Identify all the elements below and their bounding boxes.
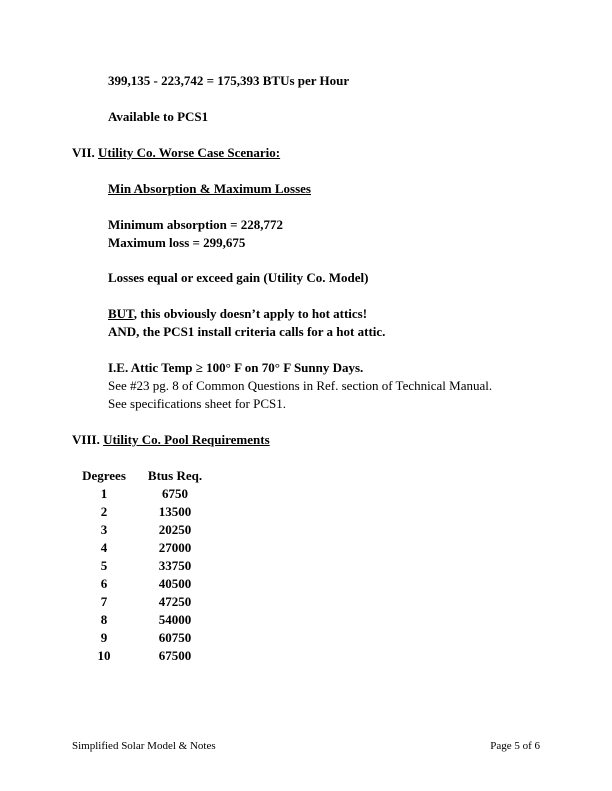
degrees-header: Degrees xyxy=(82,468,126,483)
footer-title: Simplified Solar Model & Notes xyxy=(72,740,216,752)
btus-cell: 20250 xyxy=(158,522,192,537)
btu-equation: 399,135 - 223,742 = 175,393 BTUs per Hour xyxy=(108,73,350,88)
degrees-cell: 3 xyxy=(100,522,108,537)
reference-note: See #23 pg. 8 of Common Questions in Ref. section of Technical Manual. xyxy=(108,378,493,393)
maximum-loss: Maximum loss = 299,675 xyxy=(108,235,246,250)
degrees-cell: 8 xyxy=(100,612,108,627)
spec-sheet-note: See specifications sheet for PCS1. xyxy=(108,396,286,411)
but-rest: , this obviously doesn’t apply to hot attics! xyxy=(133,306,368,321)
table-row xyxy=(0,558,300,576)
table-row xyxy=(0,486,300,504)
table-header xyxy=(0,468,300,486)
btus-cell: 54000 xyxy=(158,612,192,627)
minimum-absorption: Minimum absorption = 228,772 xyxy=(108,217,283,232)
btus-header: Btus Req. xyxy=(147,468,203,483)
degrees-cell: 10 xyxy=(97,648,111,663)
table-row xyxy=(0,648,300,666)
section-7-number: VII. xyxy=(72,145,99,160)
btus-cell: 33750 xyxy=(158,558,192,573)
degrees-cell: 6 xyxy=(100,576,108,591)
available-to-pcs1: Available to PCS1 xyxy=(108,109,209,124)
btus-cell: 40500 xyxy=(158,576,192,591)
table-row xyxy=(0,576,300,594)
btus-cell: 13500 xyxy=(158,504,192,519)
section-7-heading xyxy=(72,145,280,161)
table-row xyxy=(0,522,300,540)
page-number: Page 5 of 6 xyxy=(490,740,540,752)
section-8-heading xyxy=(72,432,270,448)
table-row xyxy=(0,504,300,522)
btus-cell: 27000 xyxy=(158,540,192,555)
degrees-cell: 7 xyxy=(100,594,108,609)
section-8-title: Utility Co. Pool Requirements xyxy=(103,432,270,447)
section-8-number: VIII. xyxy=(72,432,104,447)
losses-equal-gain: Losses equal or exceed gain (Utility Co. Model) xyxy=(108,270,369,285)
but-word: BUT xyxy=(108,306,134,321)
degrees-cell: 5 xyxy=(100,558,108,573)
degrees-cell: 1 xyxy=(100,486,108,501)
degrees-cell: 4 xyxy=(100,540,108,555)
section-7-title: Utility Co. Worse Case Scenario: xyxy=(98,145,281,160)
btus-cell: 6750 xyxy=(162,486,188,501)
attic-temp-statement: I.E. Attic Temp ≥ 100° F on 70° F Sunny Days. xyxy=(108,360,364,375)
btus-cell: 67500 xyxy=(158,648,192,663)
btus-cell: 47250 xyxy=(158,594,192,609)
table-row xyxy=(0,540,300,558)
table-row xyxy=(0,594,300,612)
and-statement: AND, the PCS1 install criteria calls for a hot attic. xyxy=(108,324,386,339)
but-statement xyxy=(108,306,367,322)
btus-cell: 60750 xyxy=(158,630,192,645)
degrees-cell: 2 xyxy=(100,504,108,519)
degrees-cell: 9 xyxy=(100,630,108,645)
min-absorption-heading: Min Absorption & Maximum Losses xyxy=(108,181,311,196)
table-row xyxy=(0,630,300,648)
table-row xyxy=(0,612,300,630)
